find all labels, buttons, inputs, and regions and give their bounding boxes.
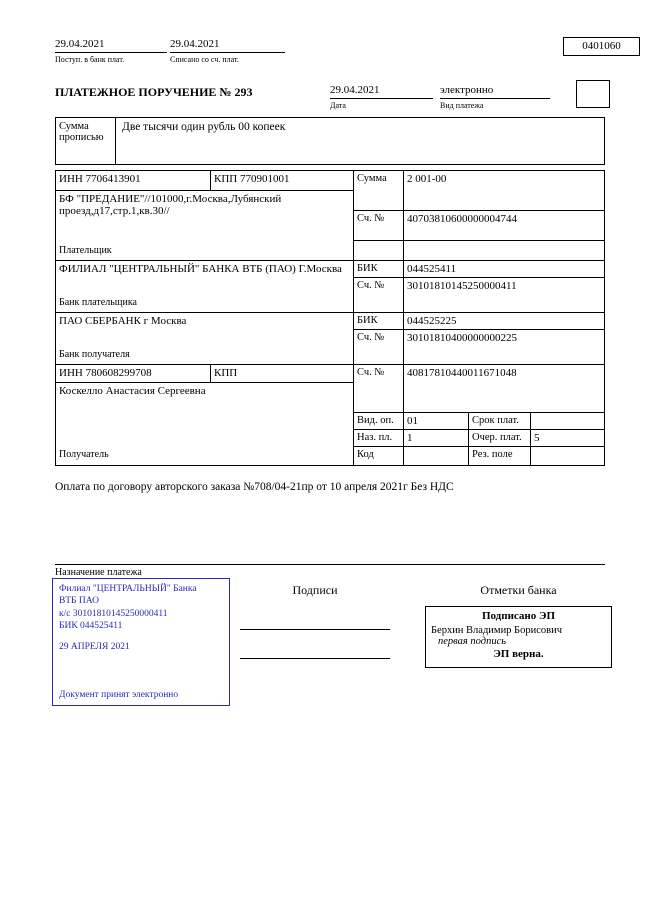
op-type-value: 01 xyxy=(404,413,469,429)
payee-account-row xyxy=(354,365,604,413)
payee-bank-account-value: 30101810400000000225 xyxy=(407,332,517,344)
payer-bank-bik-label: БИК xyxy=(354,261,404,277)
document-date-label: Дата xyxy=(330,101,346,110)
date-received-value: 29.04.2021 xyxy=(55,38,167,53)
payee-bank-bik-row xyxy=(354,313,604,330)
reserve-field-label: Рез. поле xyxy=(469,447,531,465)
date-debited-value: 29.04.2021 xyxy=(170,38,285,53)
payer-account-value: 40703810600000004744 xyxy=(407,213,517,225)
requisites-table xyxy=(55,170,605,466)
payee-name: Коскелло Анастасия Сергеевна xyxy=(59,385,206,397)
payee-bank-bik-label: БИК xyxy=(354,313,404,329)
sum-row xyxy=(354,171,604,211)
payment-kind-value: электронно xyxy=(440,84,550,99)
payer-bank-account-value: 30101810145250000411 xyxy=(407,280,517,292)
payee-account-value: 40817810440011671048 xyxy=(407,367,517,379)
spacer-row xyxy=(354,241,604,261)
payment-kind-field xyxy=(440,84,550,111)
payer-bank-bik-row xyxy=(354,261,604,278)
payer-name: БФ "ПРЕДАНИЕ"//101000,г.Москва,Лубянский проезд,д17,стр.1,кв.30// xyxy=(59,193,282,217)
code-label: Код xyxy=(354,447,404,465)
status-box-empty xyxy=(576,80,610,108)
amount-words-value: Две тысячи один рубль 00 копеек xyxy=(122,121,286,133)
payer-bank-caption: Банк плательщика xyxy=(56,295,353,313)
payer-bank-bik-value: 044525411 xyxy=(407,263,457,275)
amount-words-label: Сумма прописью xyxy=(56,118,116,164)
sum-value: 2 001-00 xyxy=(407,173,447,185)
date-received-field xyxy=(55,38,167,65)
priority-value: 5 xyxy=(534,432,540,444)
signature-line-2 xyxy=(240,658,390,659)
op-type-label: Вид. оп. xyxy=(354,413,404,429)
signatures-label: Подписи xyxy=(292,583,338,597)
payee-account-label: Сч. № xyxy=(354,365,404,412)
payer-inn-kpp-row xyxy=(56,171,353,191)
date-debited-label: Списано со сч. плат. xyxy=(170,55,239,64)
purpose-code-value: 1 xyxy=(404,430,469,446)
payee-inn-kpp-row xyxy=(56,365,353,383)
stamp-corr-account: к/с 30101810145250000411 xyxy=(59,608,168,619)
bank-marks-label: Отметки банка xyxy=(480,583,557,597)
signature-line-1 xyxy=(240,629,390,630)
payment-term-label: Срок плат. xyxy=(469,413,531,429)
payer-bank-name: ФИЛИАЛ "ЦЕНТРАЛЬНЫЙ" БАНКА ВТБ (ПАО) Г.Москва xyxy=(59,263,342,275)
payer-caption: Плательщик xyxy=(56,243,353,261)
date-received-label: Поступ. в банк плат. xyxy=(55,55,125,64)
amount-words-section xyxy=(55,117,605,165)
payer-bank-account-label: Сч. № xyxy=(354,278,404,312)
payment-term-value xyxy=(531,413,604,429)
date-debited-field xyxy=(170,38,285,65)
priority-label: Очер. плат. xyxy=(469,430,531,446)
spacer-value-cell xyxy=(404,241,604,260)
stamp-bank-name-line2: ВТБ ПАО xyxy=(59,596,99,607)
payee-bank-caption: Банк получателя xyxy=(56,347,353,365)
payee-caption: Получатель xyxy=(59,449,109,460)
esign-signature-role: первая подпись xyxy=(438,636,507,647)
payee-bank-account-row xyxy=(354,330,604,365)
payment-purpose-caption: Назначение платежа xyxy=(55,567,142,578)
purpose-code-row xyxy=(354,430,604,447)
requisites-left-column xyxy=(56,171,354,465)
code-row xyxy=(354,447,604,465)
reserve-field-value xyxy=(531,447,604,465)
op-type-row xyxy=(354,413,604,430)
purpose-code-label: Наз. пл. xyxy=(354,430,404,446)
document-date-field xyxy=(330,84,433,111)
form-code-box: 0401060 xyxy=(563,37,640,56)
payee-bank-name: ПАО СБЕРБАНК г Москва xyxy=(59,315,187,327)
payer-kpp: КПП 770901001 xyxy=(214,173,290,185)
payee-bank-bik-value: 044525225 xyxy=(407,315,457,327)
payee-bank-account-label: Сч. № xyxy=(354,330,404,364)
payee-inn: ИНН 780608299708 xyxy=(56,365,211,382)
spacer-label-cell xyxy=(354,241,404,260)
stamp-bik: БИК 044525411 xyxy=(59,621,123,632)
bank-stamp xyxy=(52,578,230,706)
document-date-value: 29.04.2021 xyxy=(330,84,433,99)
payment-purpose-text: Оплата по договору авторского заказа №708/04-21пр от 10 апреля 2021г Без НДС xyxy=(55,481,454,493)
esign-title: Подписано ЭП xyxy=(481,610,556,622)
requisites-right-column xyxy=(354,171,604,465)
payee-kpp: КПП xyxy=(214,367,238,379)
document-title: ПЛАТЕЖНОЕ ПОРУЧЕНИЕ № 293 xyxy=(55,85,253,99)
payer-inn: ИНН 7706413901 xyxy=(56,171,211,190)
stamp-date: 29 АПРЕЛЯ 2021 xyxy=(59,642,130,653)
payer-account-label: Сч. № xyxy=(354,211,404,240)
stamp-bank-name-line1: Филиал "ЦЕНТРАЛЬНЫЙ" Банка xyxy=(59,584,197,594)
esign-signer-name: Берхин Владимир Борисович xyxy=(431,625,562,636)
code-value xyxy=(404,447,469,465)
stamp-note: Документ принят электронно xyxy=(59,689,179,700)
esign-box xyxy=(425,606,612,668)
esign-verified-text: ЭП верна. xyxy=(493,648,544,660)
sum-label: Сумма xyxy=(354,171,404,210)
payer-bank-account-row xyxy=(354,278,604,313)
payment-kind-label: Вид платежа xyxy=(440,101,484,110)
payment-purpose-line xyxy=(55,564,605,565)
payer-account-row xyxy=(354,211,604,241)
